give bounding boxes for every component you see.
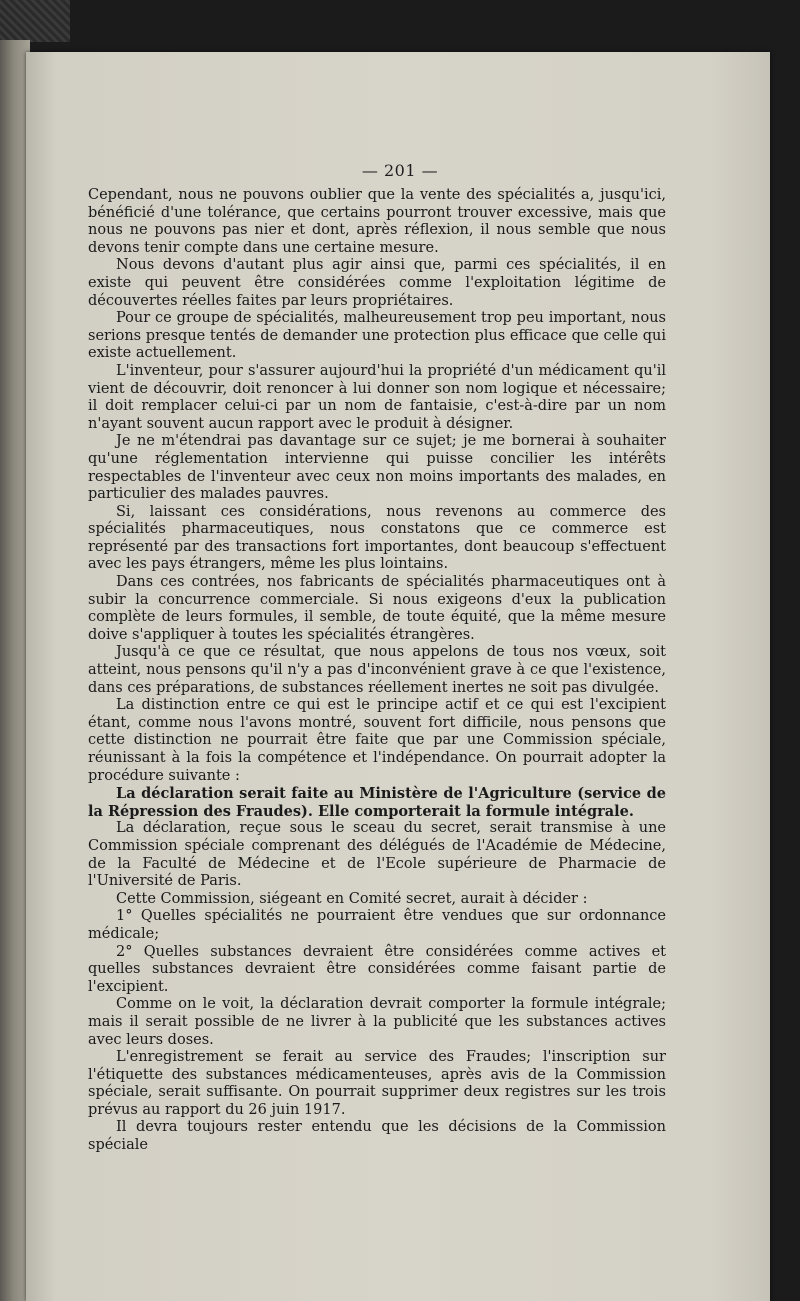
page-number: — 201 — bbox=[361, 161, 439, 180]
paragraph-9: La distinction entre ce qui est le principe actif et ce qui est l'excipient étant, comme nous l'avons montré, souvent fort difficile, nous pensons que cette distinction ne pourrait être faite que par une Commission spéciale, réunissant à la fois la compétence et l'indépendance. On pourrait adopter la procédure suivante : bbox=[88, 697, 666, 784]
paragraph-6: Si, laissant ces considérations, nous revenons au commerce des spécialités pharmaceutiques, nous constatons que ce commerce est représenté par des transactions fort importantes, dont beaucoup s'effectuent avec les pays étrangers, même les plus lointains. bbox=[88, 503, 666, 573]
paragraph-8: Jusqu'à ce que ce résultat, que nous appelons de tous nos vœux, soit atteint, nous pensons qu'il n'y a pas d'inconvénient grave à ce que l'existence, dans ces préparations, de substances réellement inertes ne soit pas divulgée. bbox=[88, 644, 666, 696]
paragraph-16: L'enregistrement se ferait au service des Fraudes; l'inscription sur l'étiquette des substances médicamenteuses, après avis de la Commission spéciale, serait suffisante. On pourrait supprimer deux registres sur les trois prévus au rapport du 26 juin 1917. bbox=[88, 1049, 666, 1118]
paragraph-3: Pour ce groupe de spécialités, malheureusement trop peu important, nous serions presque tentés de demander une protection plus efficace que celle qui existe actuellement. bbox=[88, 310, 666, 362]
paragraph-5: Je ne m'étendrai pas davantage sur ce sujet; je me bornerai à souhaiter qu'une réglementation intervienne qui puisse concilier les intérêts respectables de l'inventeur avec ceux non moins importants des malades, en particulier des malades pauvres. bbox=[88, 433, 666, 503]
paragraph-11: La déclaration, reçue sous le sceau du secret, serait transmise à une Commission spéciale comprenant des délégués de l'Académie de Médecine, de la Faculté de Médecine et de l'Ecole supérieure de Pharmacie de l'Université de Paris. bbox=[88, 820, 666, 890]
paragraph-17: Il devra toujours rester entendu que les décisions de la Commission spéciale bbox=[88, 1119, 666, 1154]
paragraph-14: 2° Quelles substances devraient être considérées comme actives et quelles substances devraient être considérées comme faisant partie de l'excipient. bbox=[88, 943, 666, 995]
paragraph-2: Nous devons d'autant plus agir ainsi que, parmi ces spécialités, il en existe qui peuvent être considérées comme l'exploitation légitime de découvertes réelles faites par leurs propriétaires. bbox=[88, 257, 666, 309]
paragraph-15: Comme on le voit, la déclaration devrait comporter la formule intégrale; mais il serait possible de ne livrer à la publicité que les substances actives avec leurs doses. bbox=[88, 996, 666, 1048]
body-text bbox=[88, 187, 666, 1155]
paragraph-7: Dans ces contrées, nos fabricants de spécialités pharmaceutiques ont à subir la concurrence commerciale. Si nous exigeons d'eux la publication complète de leurs formules, il semble, de toute équité, que la même mesure doive s'appliquer à toutes les spécialités étrangères. bbox=[88, 574, 666, 643]
paragraph-1: Cependant, nous ne pouvons oublier que la vente des spécialités a, jusqu'ici, bénéficié d'une tolérance, que certains pourront trouver excessive, mais que nous ne pouvons pas nier et dont, après réflexion, il nous semble que nous devons tenir compte dans une certaine mesure. bbox=[88, 187, 666, 256]
paragraph-13: 1° Quelles spécialités ne pourraient être vendues que sur ordonnance médicale; bbox=[88, 908, 666, 942]
paragraph-12: Cette Commission, siégeant en Comité secret, aurait à décider : bbox=[116, 890, 588, 907]
paragraph-10: La déclaration serait faite au Ministère de l'Agriculture (service de la Répression des Fraudes). Elle comporterait la formule intégrale. bbox=[88, 785, 666, 820]
book-spine bbox=[0, 0, 70, 42]
paragraph-4: L'inventeur, pour s'assurer aujourd'hui la propriété d'un médicament qu'il vient de découvrir, doit renoncer à lui donner son nom logique et nécessaire; il doit remplacer celui-ci par un nom de fantaisie, c'est-à-dire par un nom n'ayant souvent aucun rapport avec le produit à désigner. bbox=[88, 362, 666, 432]
